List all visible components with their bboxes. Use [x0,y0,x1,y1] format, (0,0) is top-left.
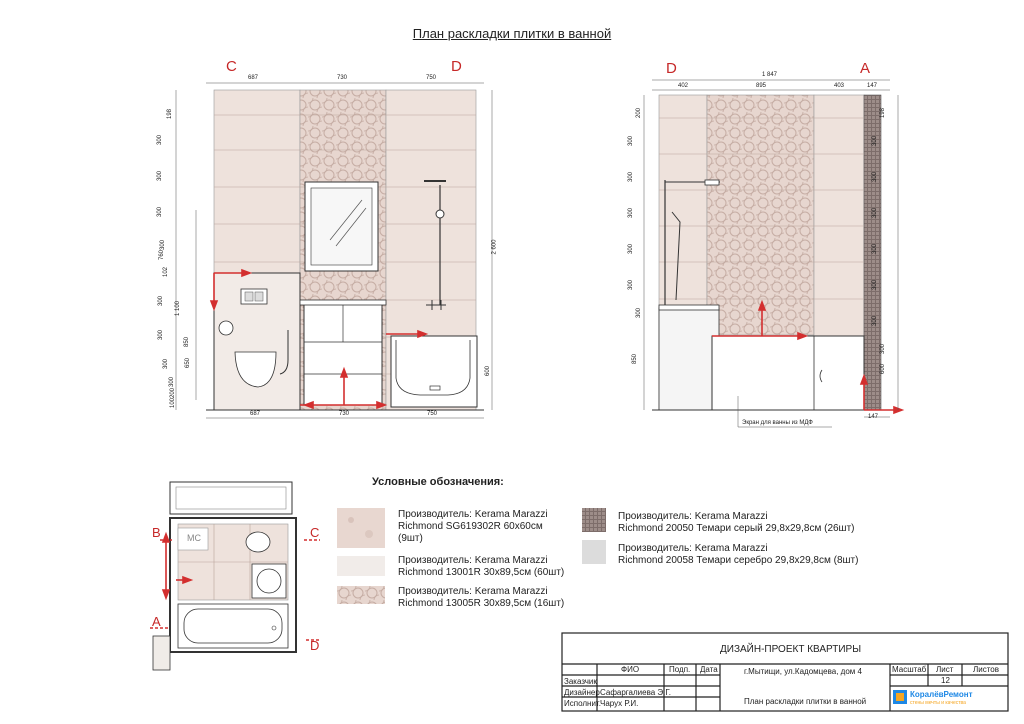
tb-sheet-title: План раскладки плитки в ванной [744,697,867,706]
dim-right-right-stack: 198 300 300 300 300 300 300 300 600 [872,107,886,374]
dim-right-height: 2 600 [491,239,498,255]
elev-right-letter-a: A [860,60,871,77]
dim-right-top-4: 147 [867,83,878,89]
dim-right-bottom: 147 [868,414,879,420]
dim-bottom-2: 730 [339,411,350,417]
dim-bottom-3: 750 [427,411,438,417]
tb-row-client: Заказчик [564,677,597,686]
legend-item-1: Производитель: Kerama Marazzi Richmond SG619302R 60x60см (9шт) [398,509,548,544]
tb-logo-name: КоралёвРемонт [910,690,973,699]
dim-left-stack: 198 300 300 300 300 102 300 300 300 300 200 100 [157,108,176,408]
dim-right-top-1: 402 [678,83,689,89]
plan-letter-a: A [152,614,161,629]
tb-logo-tagline: стены мечты и качества [910,700,966,706]
elev-left-letter-c: C [226,58,237,75]
dim-right-total: 1 847 [762,72,778,78]
dim-right-left-stack: 200 300 300 300 300 300 300 [628,107,642,318]
dim-top-2: 730 [337,75,348,81]
dim-bottom-1: 687 [250,411,261,417]
tb-col-date: Дата [700,665,718,674]
dim-top-1: 687 [248,75,259,81]
tb-executor-name: Чарух Р.И. [600,699,639,708]
tb-project: ДИЗАЙН-ПРОЕКТ КВАРТИРЫ [720,644,862,655]
legend-item-3: Производитель: Kerama Marazzi Richmond 13005R 30x89,5см (16шт) [398,586,565,609]
tb-col-fio: ФИО [621,665,640,674]
tb-row-designer: Дизайнер [564,688,600,697]
plan-letter-d: D [310,638,320,653]
tb-row-executor: Исполнит. [564,699,601,708]
tb-address: г.Мытищи, ул.Кадомцева, дом 4 [744,667,862,676]
tb-sheet-no: 12 [941,676,950,685]
dim-left-stack-2: 760 1 100 850 650 [159,249,191,368]
legend-heading: Условные обозначения: [372,476,504,488]
dim-right-top-2: 895 [756,83,767,89]
legend-item-5: Производитель: Kerama Marazzi Richmond 20058 Темари серебро 29,8x29,8см (8шт) [618,543,859,566]
tb-col-sign: Подп. [669,665,691,674]
dim-bath-height: 600 [485,365,492,377]
tb-col-sheet: Лист [936,665,954,674]
tb-designer-name: Сафаргалиева Э.Г. [600,688,671,697]
elev-right-letter-d: D [666,60,677,77]
plan-mc-label: МС [187,533,201,543]
screen-note: Экран для ванны из МДФ [742,420,813,426]
tb-col-scale: Масштаб [892,665,927,674]
sheet-title: План раскладки плитки в ванной [412,26,612,41]
legend-item-4: Производитель: Kerama Marazzi Richmond 20050 Темари серый 29,8x29,8см (26шт) [618,511,855,534]
plan-letter-c: C [310,525,320,540]
dim-top-3: 750 [426,75,437,81]
plan-letter-b: B [152,525,161,540]
dim-right-top-3: 403 [834,83,845,89]
dim-right-850: 850 [632,353,639,365]
tb-col-sheets: Листов [973,665,999,674]
legend-item-2: Производитель: Kerama Marazzi Richmond 13001R 30x89,5см (60шт) [398,555,565,578]
elev-left-letter-d: D [451,58,462,75]
